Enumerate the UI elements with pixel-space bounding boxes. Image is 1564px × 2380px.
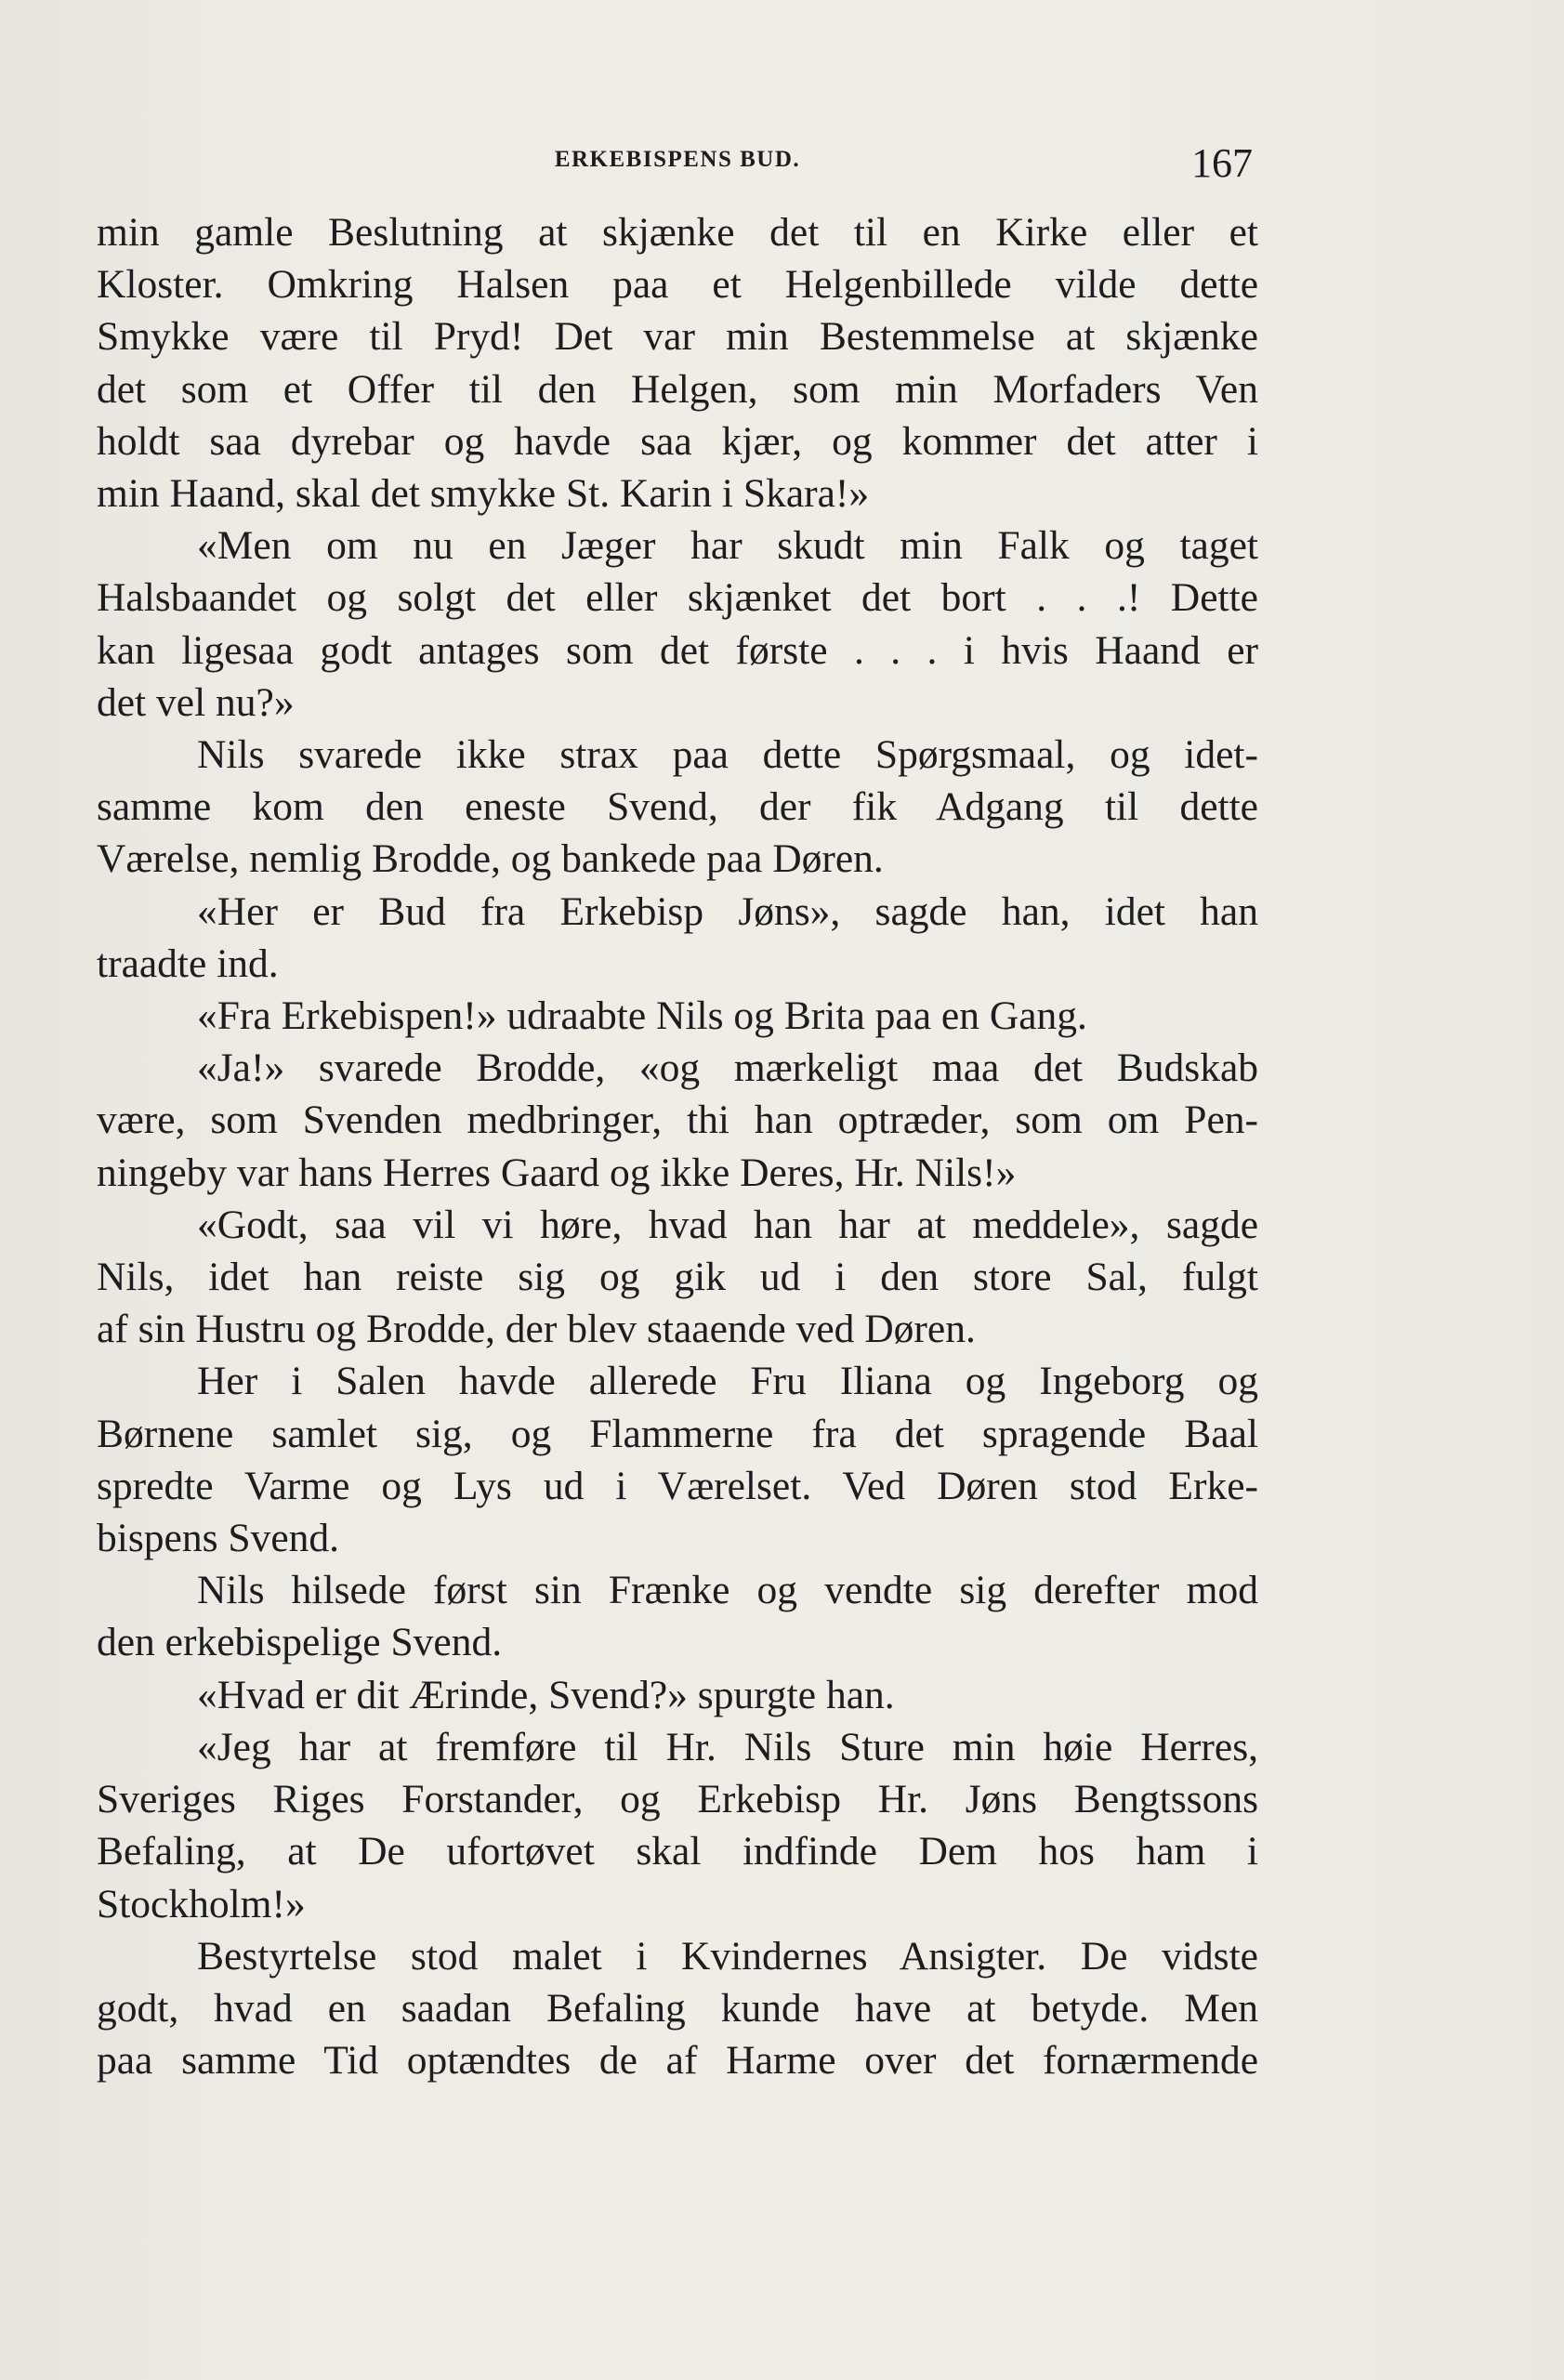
text-line: ningeby var hans Herres Gaard og ikke Deres, Hr. Nils!» [97, 1150, 1017, 1195]
text-line: Sveriges Riges Forstander, og Erkebisp Hr. Jøns Bengtssons [97, 1777, 1258, 1822]
text-line: «Fra Erkebispen!» udraabte Nils og Brita paa en Gang. [197, 993, 1087, 1039]
text-line: samme kom den eneste Svend, der fik Adgang til dette [97, 784, 1258, 830]
text-line: Værelse, nemlig Brodde, og bankede paa Døren. [97, 836, 884, 882]
text-line: Stockholm!» [97, 1881, 306, 1926]
text-line: være, som Svenden medbringer, thi han optræder, som om Pen- [97, 1098, 1258, 1143]
text-line: det vel nu?» [97, 679, 295, 725]
text-line: Bestyrtelse stod malet i Kvindernes Ansigter. De vidste [197, 1933, 1258, 1979]
page-number: 167 [1191, 140, 1253, 186]
running-head: ERKEBISPENS BUD. [554, 147, 801, 172]
text-line: det som et Offer til den Helgen, som min Morfaders Ven [97, 366, 1258, 412]
text-line: holdt saa dyrebar og havde saa kjær, og kommer det atter i [97, 418, 1258, 464]
text-line: Her i Salen havde allerede Fru Iliana og Ingeborg og [197, 1359, 1258, 1404]
text-line: Nils svarede ikke strax paa dette Spørgsmaal, og idet- [197, 732, 1258, 778]
text-line: «Godt, saa vil vi høre, hvad han har at meddele», sagde [197, 1202, 1258, 1247]
text-line: Befaling, at De ufortøvet skal indfinde Dem hos ham i [97, 1829, 1258, 1874]
text-line: Børnene samlet sig, og Flammerne fra det spragende Baal [97, 1411, 1258, 1456]
text-line: godt, hvad en saadan Befaling kunde have at betyde. Men [97, 1985, 1258, 2031]
text-line: min Haand, skal det smykke St. Karin i Skara!» [97, 471, 870, 517]
text-line: spredte Varme og Lys ud i Værelset. Ved Døren stod Erke- [97, 1463, 1258, 1508]
text-line: «Ja!» svarede Brodde, «og mærkeligt maa det Budskab [197, 1045, 1258, 1091]
text-line: Smykke være til Pryd! Det var min Bestemmelse at skjænke [97, 314, 1258, 360]
page-header [97, 139, 1258, 195]
text-line: «Her er Bud fra Erkebisp Jøns», sagde han, idet han [197, 888, 1258, 934]
text-line: af sin Hustru og Brodde, der blev staaende ved Døren. [97, 1307, 976, 1352]
body-text [97, 206, 1258, 2086]
text-line: min gamle Beslutning at skjænke det til en Kirke eller et [97, 210, 1258, 255]
text-line: bispens Svend. [97, 1516, 339, 1561]
text-line: traadte ind. [97, 940, 279, 986]
text-line: den erkebispelige Svend. [97, 1620, 503, 1665]
text-line: Nils, idet han reiste sig og gik ud i den store Sal, fulgt [97, 1255, 1258, 1300]
text-line: «Hvad er dit Ærinde, Svend?» spurgte han. [197, 1672, 895, 1717]
text-line: Kloster. Omkring Halsen paa et Helgenbillede vilde dette [97, 262, 1258, 308]
text-line: «Men om nu en Jæger har skudt min Falk og taget [197, 523, 1258, 569]
text-line: «Jeg har at fremføre til Hr. Nils Sture min høie Herres, [197, 1724, 1258, 1769]
text-line: paa samme Tid optændtes de af Harme over det fornærmende [97, 2038, 1258, 2084]
text-line: Halsbaandet og solgt det eller skjænket det bort . . .! Dette [97, 575, 1258, 621]
text-line: kan ligesaa godt antages som det første . . . i hvis Haand er [97, 627, 1258, 673]
text-line: Nils hilsede først sin Frænke og vendte sig derefter mod [197, 1568, 1258, 1613]
